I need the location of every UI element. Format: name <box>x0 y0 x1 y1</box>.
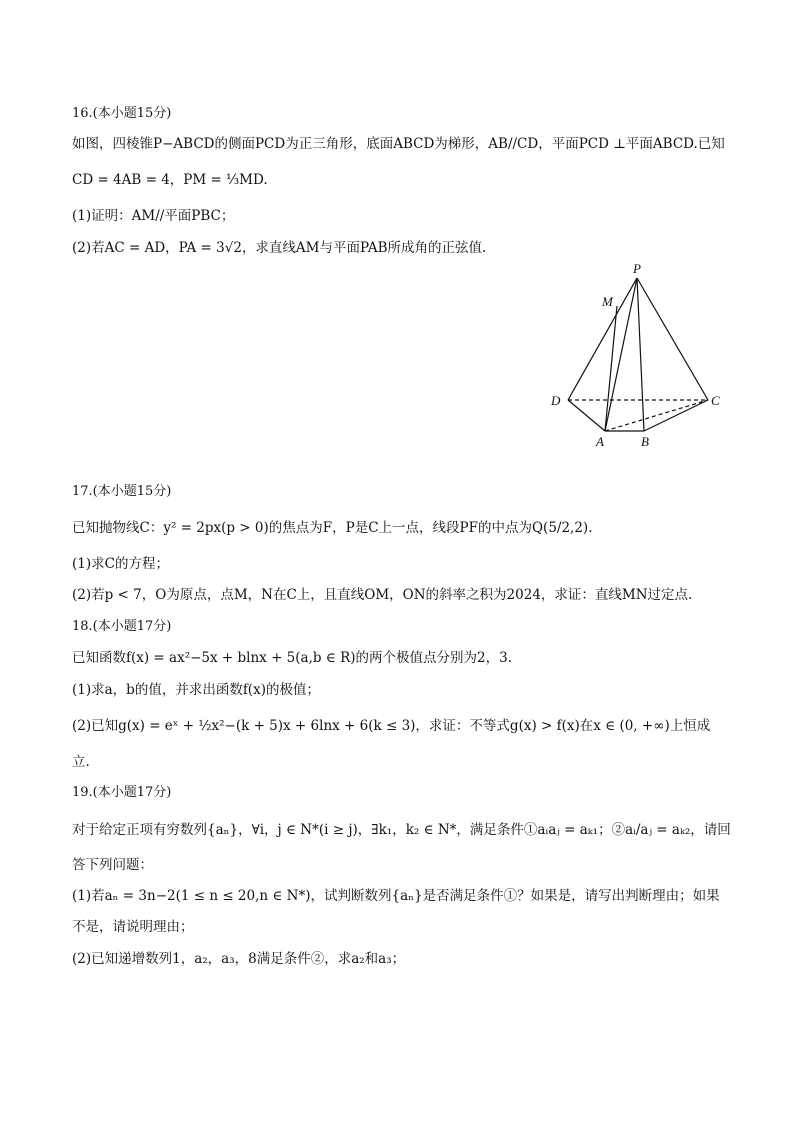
q17-stem: 已知抛物线C：y² = 2px(p > 0)的焦点为F，P是C上一点，线段PF的中点为Q(5/2,2). <box>72 520 593 536</box>
q19-stem-line1: 对于给定正项有穷数列{aₙ}，∀i，j ∈ N*(i ≥ j)，∃k₁，k₂ ∈ N*，满足条件①aᵢaⱼ = aₖ₁；②aᵢ/aⱼ = aₖ₂，请回 <box>72 822 731 838</box>
q18-header: 18.(本小题17分) <box>72 619 172 634</box>
label-A: A <box>596 434 604 449</box>
q17-part1: (1)求C的方程； <box>72 556 169 572</box>
label-M: M <box>602 294 613 309</box>
label-C: C <box>711 393 720 408</box>
q19-stem-line2: 答下列问题： <box>72 857 153 873</box>
label-P: P <box>633 261 641 276</box>
q19-part1-line1: (1)若aₙ = 3n−2(1 ≤ n ≤ 20,n ∈ N*)，试判断数列{aₙ}是否满足条件①？如果是，请写出判断理由；如果 <box>72 888 720 904</box>
label-B: B <box>641 434 649 449</box>
q18-stem: 已知函数f(x) = ax²−5x + blnx + 5(a,b ∈ R)的两个极值点分别为2，3. <box>72 650 512 666</box>
pyramid-figure <box>540 258 740 458</box>
diagonal-AC-hidden <box>605 400 708 431</box>
q16-part2: (2)若AC = AD，PA = 3√2，求直线AM与平面PAB所成角的正弦值. <box>72 240 487 256</box>
edge-BC <box>644 400 708 431</box>
q18-part2-line2: 立. <box>72 754 90 770</box>
label-D: D <box>551 393 561 408</box>
q19-header: 19.(本小题17分) <box>72 785 172 800</box>
edge-DA <box>568 400 605 431</box>
edge-PB <box>637 278 644 431</box>
q16-header: 16.(本小题15分) <box>72 106 172 121</box>
q19-part2: (2)已知递增数列1，a₂，a₃，8满足条件②，求a₂和a₃； <box>72 951 406 967</box>
q16-part1: (1)证明：AM//平面PBC； <box>72 208 235 224</box>
q16-stem-line2: CD = 4AB = 4，PM = ⅓MD. <box>72 172 268 188</box>
q19-part1-line2: 不是，请说明理由； <box>72 919 194 935</box>
q17-header: 17.(本小题15分) <box>72 484 172 499</box>
q18-part2-line1: (2)已知g(x) = eˣ + ½x²−(k + 5)x + 6lnx + 6(k ≤ 3)，求证：不等式g(x) > f(x)在x ∈ (0, +∞)上恒成 <box>72 718 711 734</box>
q18-part1: (1)求a，b的值，并求出函数f(x)的极值； <box>72 682 320 698</box>
edge-PC <box>637 278 708 400</box>
pyramid-diagram <box>540 258 740 458</box>
q17-part2: (2)若p < 7，O为原点，点M，N在C上，且直线OM，ON的斜率之积为2024，求证：直线MN过定点. <box>72 587 693 603</box>
q16-stem-line1: 如图，四棱锥P−ABCD的侧面PCD为正三角形，底面ABCD为梯形，AB//CD，平面PCD ⊥平面ABCD.已知 <box>72 136 725 152</box>
